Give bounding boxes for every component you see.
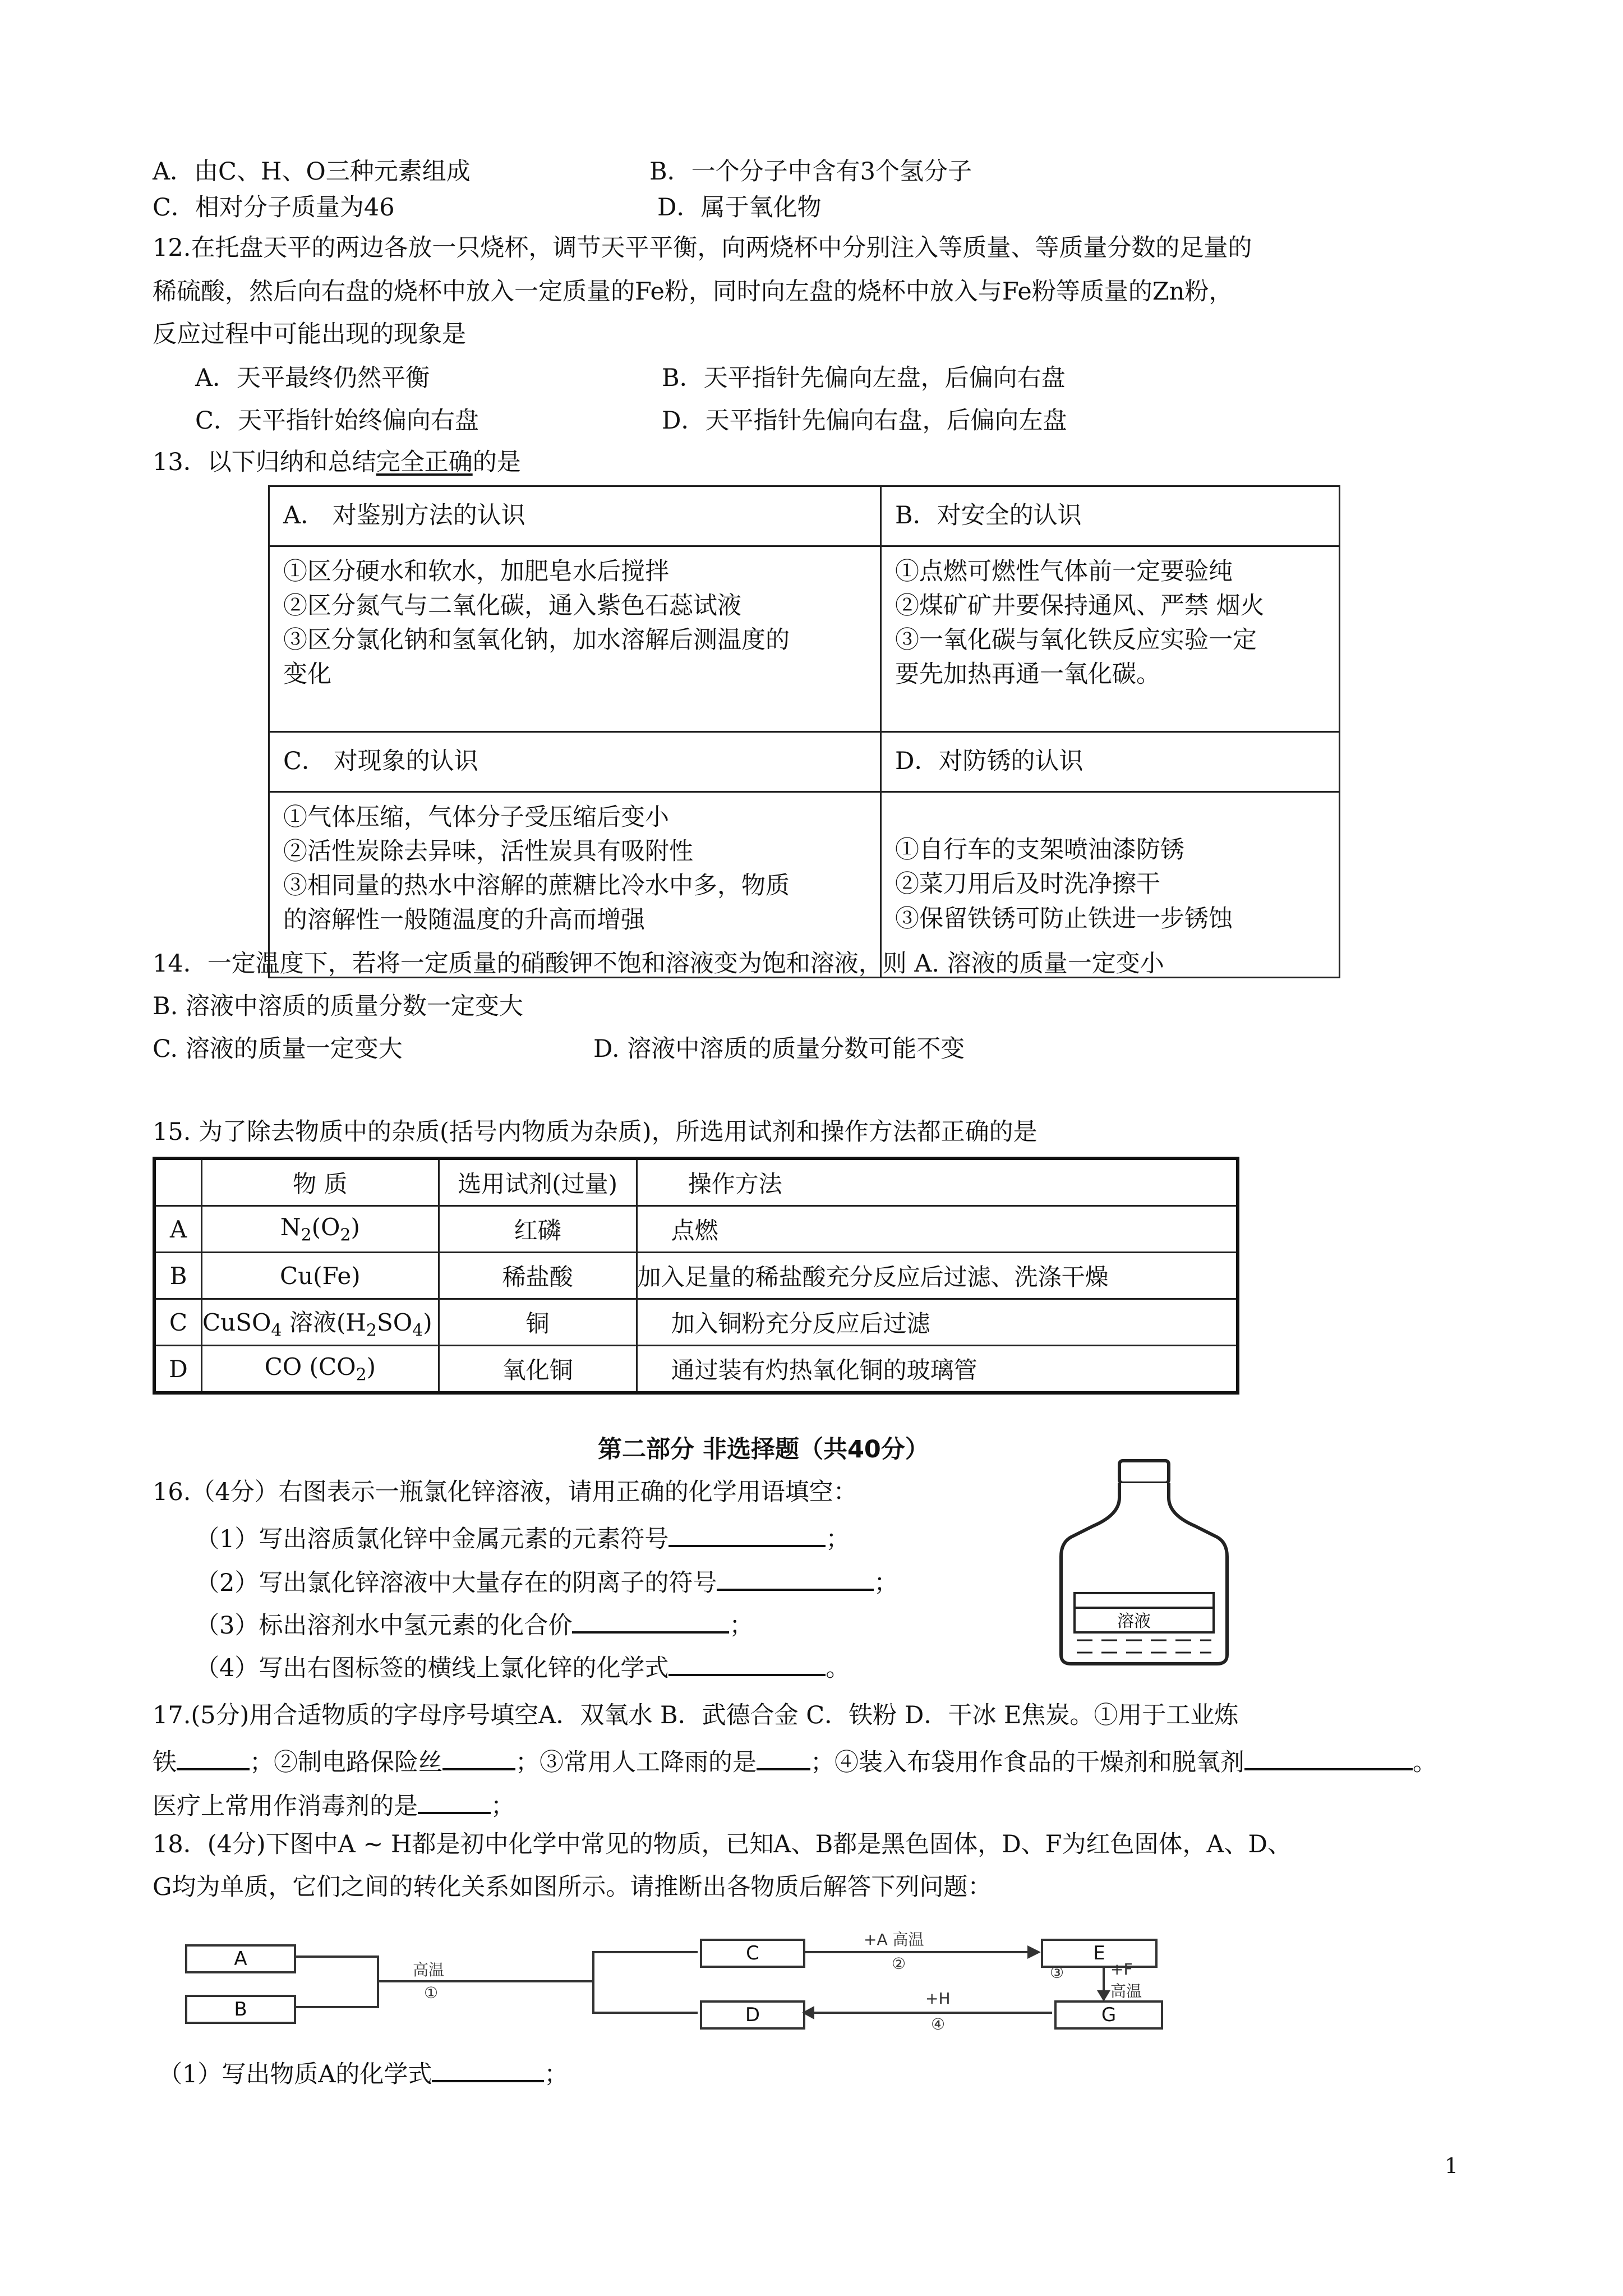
- arrow-down-icon: [1097, 1989, 1110, 2001]
- q14-stem: 14．一定温度下，若将一定质量的硝酸钾不饱和溶液变为饱和溶液，则 A. 溶液的质量一定变小: [153, 950, 1164, 978]
- q13-cell-d-body: ①自行车的支架喷油漆防锈 ②菜刀用后及时洗净擦干 ③保留铁锈可防止铁进一步锈蚀: [881, 792, 1340, 978]
- diagram-box-g: G: [1054, 2000, 1163, 2030]
- table-row: A $N_2(O_2)$ 红磷 点燃: [154, 1206, 1238, 1253]
- table-row: B Cu(Fe) 稀盐酸 加入足量的稀盐酸充分反应后过滤、洗涤干燥: [154, 1253, 1238, 1299]
- diagram-label-3: +F: [1110, 1960, 1133, 1978]
- q15-substance-c: CuSO$_4$ 溶液$(H_2SO_4)$: [202, 1299, 439, 1346]
- q13-table: [268, 485, 1340, 978]
- answer-blank[interactable]: [572, 1608, 729, 1634]
- q13-cell-c-head: C． 对现象的认识: [269, 732, 881, 792]
- diagram-step-2: ②: [892, 1954, 906, 1973]
- q12-stem-line3: 反应过程中可能出现的现象是: [153, 320, 466, 348]
- q12-option-a: A．天平最终仍然平衡: [195, 364, 430, 392]
- answer-blank[interactable]: [432, 2056, 544, 2082]
- q13-cell-b-body: ①点燃可燃性气体前一定要验纯 ②煤矿矿井要保持通风、严禁 烟火 ③一氧化碳与氧化铁反应实验一定 要先加热再通一氧化碳。: [881, 546, 1340, 732]
- diagram-label-2: +A 高温: [864, 1930, 924, 1949]
- q17-stem: 17.(5分)用合适物质的字母序号填空A．双氧水 B．武德合金 C．铁粉 D．干冰 E焦炭。①用于工业炼: [153, 1701, 1239, 1729]
- diagram-box-c: C: [700, 1939, 805, 1968]
- q12-stem-line1: 12.在托盘天平的两边各放一只烧杯，调节天平平衡，向两烧杯中分别注入等质量、等质量分数的足量的: [153, 234, 1252, 262]
- q17-line2: 铁 ；②制电路保险丝 ；③常用人工降雨的是 ；④装入布袋用作食品的干燥剂和脱氧剂 。: [153, 1745, 1437, 1777]
- diagram-step-3: ③: [1050, 1963, 1064, 1982]
- diagram-step-1: ①: [424, 1984, 439, 2002]
- q16-sub4: （4）写出右图标签的横线上氯化锌的化学式 。: [195, 1650, 850, 1682]
- q15-substance-d: CO $(CO_2)$: [202, 1346, 439, 1393]
- q18-sub1: （1）写出物质A的化学式 ；: [158, 2056, 568, 2088]
- q12-option-d: D．天平指针先偏向右盘，后偏向左盘: [662, 407, 1067, 435]
- q17-line3: 医疗上常用作消毒剂的是 ；: [153, 1788, 515, 1820]
- q11-option-b: B．一个分子中含有3个氢分子: [649, 158, 972, 186]
- diagram-label-3b: 高温: [1110, 1982, 1142, 2000]
- q12-option-b: B．天平指针先偏向左盘，后偏向右盘: [662, 364, 1066, 392]
- q13-cell-c-body: ①气体压缩，气体分子受压缩后变小 ②活性炭除去异味，活性炭具有吸附性 ③相同量的热水中溶解的蔗糖比冷水中多，物质 的溶解性一般随温度的升高而增强: [269, 792, 881, 978]
- q15-stem: 15. 为了除去物质中的杂质(括号内物质为杂质)，所选用试剂和操作方法都正确的是: [153, 1118, 1038, 1146]
- section-heading: 第二部分 非选择题（共40分）: [598, 1435, 929, 1464]
- q13-cell-b-head: B．对安全的认识: [881, 486, 1340, 546]
- q16-sub2: （2）写出氯化锌溶液中大量存在的阴离子的符号 ；: [195, 1565, 898, 1597]
- diagram-step-4: ④: [931, 2015, 946, 2033]
- answer-blank[interactable]: [668, 1521, 826, 1547]
- page-number: 1: [1445, 2154, 1459, 2178]
- q13-cell-a-head: A． 对鉴别方法的认识: [269, 486, 881, 546]
- q13-cell-d-head: D．对防锈的认识: [881, 732, 1340, 792]
- q15-header-substance: 物 质: [202, 1158, 439, 1206]
- q15-header-reagent: 选用试剂(过量): [439, 1158, 637, 1206]
- q11-option-d: D．属于氧化物: [657, 194, 822, 222]
- answer-blank[interactable]: [668, 1650, 826, 1676]
- q14-option-b: B. 溶液中溶质的质量分数一定变大: [153, 992, 523, 1020]
- q18-stem-line1: 18．(4分)下图中A ~ H都是初中化学中常见的物质，已知A、B都是黑色固体，D、F为红色固体，A、D、: [153, 1830, 1292, 1858]
- q13-cell-a-body: ①区分硬水和软水，加肥皂水后搅拌 ②区分氮气与二氧化碳，通入紫色石蕊试液 ③区分氯化钠和氢氧化钠，加水溶解后测温度的 变化: [269, 546, 881, 732]
- answer-blank[interactable]: [717, 1565, 874, 1591]
- q14-option-d: D. 溶液中溶质的质量分数可能不变: [593, 1035, 965, 1063]
- diagram-box-a: A: [185, 1944, 296, 1973]
- bottle-label: 溶液: [1117, 1612, 1151, 1631]
- diagram-box-d: D: [700, 2000, 805, 2030]
- answer-blank[interactable]: [757, 1745, 810, 1770]
- q14-option-c: C. 溶液的质量一定变大: [153, 1035, 403, 1063]
- q15-table: [153, 1157, 1239, 1395]
- q13-emphasis: 完全正确: [376, 448, 473, 476]
- q15-header-method: 操作方法: [637, 1158, 1238, 1206]
- answer-blank[interactable]: [177, 1745, 250, 1770]
- table-row: C CuSO$_4$ 溶液$(H_2SO_4)$ 铜 加入铜粉充分反应后过滤: [154, 1299, 1238, 1346]
- q12-stem-line2: 稀硫酸，然后向右盘的烧杯中放入一定质量的Fe粉，同时向左盘的烧杯中放入与Fe粉等质量的Zn粉，: [153, 278, 1233, 306]
- diagram-box-b: B: [185, 1995, 296, 2024]
- q16-stem: 16.（4分）右图表示一瓶氯化锌溶液，请用正确的化学用语填空：: [153, 1478, 857, 1506]
- q15-substance-b: Cu(Fe): [202, 1253, 439, 1299]
- arrow-left-icon: [802, 2005, 815, 2021]
- answer-blank[interactable]: [418, 1788, 491, 1814]
- q16-sub3: （3）标出溶剂水中氢元素的化合价 ；: [195, 1608, 753, 1640]
- q18-stem-line2: G均为单质，它们之间的转化关系如图所示。请推断出各物质后解答下列问题：: [153, 1873, 992, 1901]
- table-row: D CO $(CO_2)$ 氧化铜 通过装有灼热氧化铜的玻璃管: [154, 1346, 1238, 1393]
- q11-option-a: A．由C、H、O三种元素组成: [153, 158, 471, 186]
- answer-blank[interactable]: [442, 1745, 515, 1770]
- diagram-label-4: +H: [925, 1989, 951, 2008]
- q16-sub1: （1）写出溶质氯化锌中金属元素的元素符号 ；: [195, 1521, 850, 1553]
- q15-substance-a: $N_2(O_2)$: [202, 1206, 439, 1253]
- arrow-right-icon: [1026, 1944, 1041, 1960]
- q11-option-c: C．相对分子质量为46: [153, 194, 395, 222]
- q13-stem: 13．以下归纳和总结完全正确的是: [153, 448, 521, 476]
- diagram-box-e: E: [1041, 1939, 1158, 1968]
- diagram-label-1: 高温: [413, 1961, 445, 1979]
- q15-header-key: [154, 1158, 202, 1206]
- q12-option-c: C．天平指针始终偏向右盘: [195, 407, 479, 435]
- bottle-illustration: [1054, 1458, 1234, 1667]
- answer-blank[interactable]: [1244, 1745, 1413, 1770]
